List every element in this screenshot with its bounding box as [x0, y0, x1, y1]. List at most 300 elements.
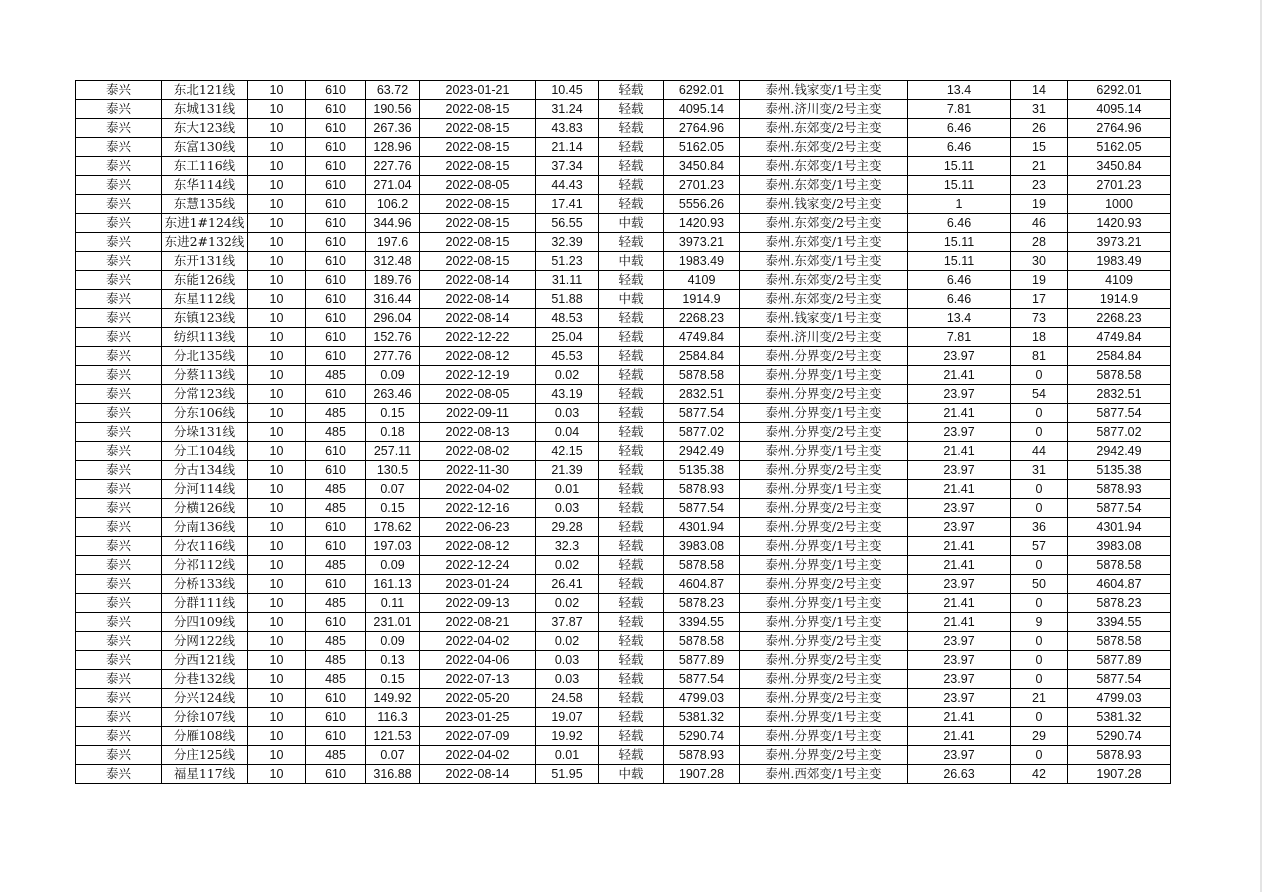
- cell-load: 312.48: [366, 252, 420, 271]
- cell-voltage: 10: [248, 328, 306, 347]
- table-row: [76, 157, 1171, 176]
- cell-count: 54: [1011, 385, 1068, 404]
- cell-count: 36: [1011, 518, 1068, 537]
- cell-transformer-margin: 6.46: [908, 271, 1011, 290]
- cell-load-status: 轻载: [599, 233, 664, 252]
- cell-transformer: 泰州.分界变/2号主变: [740, 651, 908, 670]
- cell-voltage: 10: [248, 100, 306, 119]
- cell-voltage: 10: [248, 119, 306, 138]
- data-table: [75, 80, 1171, 784]
- cell-district: 泰兴: [76, 138, 162, 157]
- cell-count: 18: [1011, 328, 1068, 347]
- cell-load-rate: 0.03: [536, 651, 599, 670]
- cell-load: 231.01: [366, 613, 420, 632]
- cell-date: 2022-08-12: [420, 347, 536, 366]
- cell-transformer-margin: 7.81: [908, 100, 1011, 119]
- cell-line-name: 东能126线: [162, 271, 248, 290]
- table-row: [76, 195, 1171, 214]
- cell-load: 0.09: [366, 632, 420, 651]
- cell-line-name: 分四109线: [162, 613, 248, 632]
- cell-line-name: 东星112线: [162, 290, 248, 309]
- table-row: [76, 708, 1171, 727]
- table-body: [76, 81, 1171, 784]
- cell-load: 257.11: [366, 442, 420, 461]
- cell-load-status: 轻载: [599, 157, 664, 176]
- cell-open-capacity: 5877.54: [1068, 499, 1171, 518]
- table-row: [76, 518, 1171, 537]
- cell-open-capacity: 5135.38: [1068, 461, 1171, 480]
- cell-transformer: 泰州.分界变/1号主变: [740, 556, 908, 575]
- cell-load-status: 轻载: [599, 366, 664, 385]
- cell-voltage: 10: [248, 81, 306, 100]
- cell-line-name: 分兴124线: [162, 689, 248, 708]
- cell-open-capacity: 2268.23: [1068, 309, 1171, 328]
- cell-district: 泰兴: [76, 157, 162, 176]
- cell-count: 15: [1011, 138, 1068, 157]
- cell-load: 0.09: [366, 556, 420, 575]
- cell-transformer: 泰州.分界变/2号主变: [740, 385, 908, 404]
- cell-available-capacity: 2942.49: [664, 442, 740, 461]
- cell-load-rate: 0.02: [536, 366, 599, 385]
- cell-district: 泰兴: [76, 214, 162, 233]
- cell-available-capacity: 4109: [664, 271, 740, 290]
- cell-load-status: 轻载: [599, 575, 664, 594]
- cell-transformer-margin: 15.11: [908, 176, 1011, 195]
- cell-voltage: 10: [248, 670, 306, 689]
- cell-date: 2022-12-16: [420, 499, 536, 518]
- cell-load: 197.03: [366, 537, 420, 556]
- cell-open-capacity: 2942.49: [1068, 442, 1171, 461]
- cell-count: 19: [1011, 195, 1068, 214]
- cell-transformer: 泰州.东郊变/2号主变: [740, 119, 908, 138]
- cell-transformer: 泰州.分界变/2号主变: [740, 575, 908, 594]
- cell-load-rate: 17.41: [536, 195, 599, 214]
- cell-date: 2022-08-05: [420, 385, 536, 404]
- cell-open-capacity: 3394.55: [1068, 613, 1171, 632]
- cell-district: 泰兴: [76, 518, 162, 537]
- cell-line-name: 分祁112线: [162, 556, 248, 575]
- cell-capacity: 610: [306, 138, 366, 157]
- cell-transformer-margin: 21.41: [908, 727, 1011, 746]
- cell-open-capacity: 5877.02: [1068, 423, 1171, 442]
- cell-available-capacity: 1420.93: [664, 214, 740, 233]
- cell-load-rate: 0.02: [536, 556, 599, 575]
- cell-load: 197.6: [366, 233, 420, 252]
- cell-count: 30: [1011, 252, 1068, 271]
- table-row: [76, 347, 1171, 366]
- cell-district: 泰兴: [76, 708, 162, 727]
- cell-capacity: 485: [306, 366, 366, 385]
- cell-district: 泰兴: [76, 442, 162, 461]
- cell-open-capacity: 5877.89: [1068, 651, 1171, 670]
- cell-transformer-margin: 21.41: [908, 404, 1011, 423]
- cell-transformer-margin: 23.97: [908, 347, 1011, 366]
- cell-load-status: 轻载: [599, 81, 664, 100]
- table-row: [76, 594, 1171, 613]
- cell-voltage: 10: [248, 347, 306, 366]
- cell-date: 2022-08-21: [420, 613, 536, 632]
- cell-date: 2022-08-14: [420, 309, 536, 328]
- cell-capacity: 610: [306, 252, 366, 271]
- cell-count: 0: [1011, 708, 1068, 727]
- cell-district: 泰兴: [76, 423, 162, 442]
- cell-count: 0: [1011, 556, 1068, 575]
- cell-load-rate: 51.95: [536, 765, 599, 784]
- cell-load-status: 轻载: [599, 461, 664, 480]
- cell-voltage: 10: [248, 518, 306, 537]
- cell-count: 0: [1011, 480, 1068, 499]
- table-row: [76, 81, 1171, 100]
- cell-voltage: 10: [248, 290, 306, 309]
- cell-capacity: 610: [306, 233, 366, 252]
- cell-count: 42: [1011, 765, 1068, 784]
- cell-capacity: 610: [306, 385, 366, 404]
- cell-transformer: 泰州.分界变/1号主变: [740, 708, 908, 727]
- cell-available-capacity: 5877.54: [664, 670, 740, 689]
- cell-transformer: 泰州.东郊变/1号主变: [740, 233, 908, 252]
- cell-line-name: 东慧135线: [162, 195, 248, 214]
- cell-open-capacity: 2764.96: [1068, 119, 1171, 138]
- cell-load-rate: 45.53: [536, 347, 599, 366]
- cell-load-rate: 0.03: [536, 670, 599, 689]
- cell-load: 271.04: [366, 176, 420, 195]
- cell-load-rate: 0.01: [536, 746, 599, 765]
- cell-transformer: 泰州.钱家变/1号主变: [740, 81, 908, 100]
- cell-count: 44: [1011, 442, 1068, 461]
- cell-line-name: 分常123线: [162, 385, 248, 404]
- cell-transformer-margin: 23.97: [908, 746, 1011, 765]
- cell-date: 2022-04-02: [420, 746, 536, 765]
- cell-available-capacity: 5878.58: [664, 556, 740, 575]
- cell-open-capacity: 5290.74: [1068, 727, 1171, 746]
- table-row: [76, 385, 1171, 404]
- cell-capacity: 610: [306, 613, 366, 632]
- cell-open-capacity: 5878.58: [1068, 556, 1171, 575]
- cell-open-capacity: 5877.54: [1068, 670, 1171, 689]
- cell-line-name: 分南136线: [162, 518, 248, 537]
- cell-count: 0: [1011, 651, 1068, 670]
- cell-load: 263.46: [366, 385, 420, 404]
- table-row: [76, 119, 1171, 138]
- cell-load-status: 轻载: [599, 119, 664, 138]
- cell-transformer: 泰州.东郊变/1号主变: [740, 252, 908, 271]
- cell-open-capacity: 4109: [1068, 271, 1171, 290]
- table-row: [76, 138, 1171, 157]
- table-row: [76, 537, 1171, 556]
- cell-transformer: 泰州.钱家变/2号主变: [740, 195, 908, 214]
- cell-count: 29: [1011, 727, 1068, 746]
- cell-open-capacity: 5878.93: [1068, 746, 1171, 765]
- cell-date: 2022-06-23: [420, 518, 536, 537]
- cell-line-name: 分垛131线: [162, 423, 248, 442]
- cell-load-rate: 26.41: [536, 575, 599, 594]
- cell-capacity: 485: [306, 423, 366, 442]
- cell-load-rate: 37.87: [536, 613, 599, 632]
- cell-load-rate: 0.02: [536, 632, 599, 651]
- cell-capacity: 610: [306, 689, 366, 708]
- cell-load-rate: 56.55: [536, 214, 599, 233]
- cell-date: 2023-01-25: [420, 708, 536, 727]
- cell-open-capacity: 3983.08: [1068, 537, 1171, 556]
- cell-available-capacity: 5878.58: [664, 632, 740, 651]
- cell-capacity: 610: [306, 537, 366, 556]
- cell-district: 泰兴: [76, 385, 162, 404]
- cell-transformer-margin: 23.97: [908, 689, 1011, 708]
- cell-count: 0: [1011, 594, 1068, 613]
- cell-line-name: 分巷132线: [162, 670, 248, 689]
- cell-district: 泰兴: [76, 176, 162, 195]
- cell-voltage: 10: [248, 537, 306, 556]
- cell-transformer-margin: 15.11: [908, 157, 1011, 176]
- cell-available-capacity: 5878.93: [664, 746, 740, 765]
- cell-voltage: 10: [248, 499, 306, 518]
- cell-transformer-margin: 21.41: [908, 537, 1011, 556]
- cell-transformer: 泰州.分界变/2号主变: [740, 499, 908, 518]
- cell-line-name: 东开131线: [162, 252, 248, 271]
- cell-transformer-margin: 23.97: [908, 670, 1011, 689]
- cell-count: 0: [1011, 632, 1068, 651]
- cell-load-rate: 21.14: [536, 138, 599, 157]
- cell-load: 161.13: [366, 575, 420, 594]
- cell-voltage: 10: [248, 594, 306, 613]
- cell-load-rate: 10.45: [536, 81, 599, 100]
- cell-date: 2022-08-15: [420, 233, 536, 252]
- cell-line-name: 分北135线: [162, 347, 248, 366]
- cell-transformer: 泰州.东郊变/2号主变: [740, 290, 908, 309]
- cell-load-rate: 48.53: [536, 309, 599, 328]
- cell-voltage: 10: [248, 746, 306, 765]
- cell-available-capacity: 5556.26: [664, 195, 740, 214]
- cell-load: 190.56: [366, 100, 420, 119]
- cell-date: 2023-01-21: [420, 81, 536, 100]
- cell-district: 泰兴: [76, 670, 162, 689]
- cell-count: 14: [1011, 81, 1068, 100]
- cell-open-capacity: 1420.93: [1068, 214, 1171, 233]
- cell-available-capacity: 4301.94: [664, 518, 740, 537]
- cell-district: 泰兴: [76, 689, 162, 708]
- cell-capacity: 485: [306, 480, 366, 499]
- cell-load-rate: 42.15: [536, 442, 599, 461]
- cell-capacity: 610: [306, 727, 366, 746]
- cell-load: 316.88: [366, 765, 420, 784]
- cell-count: 0: [1011, 404, 1068, 423]
- cell-count: 26: [1011, 119, 1068, 138]
- cell-transformer-margin: 21.41: [908, 442, 1011, 461]
- cell-district: 泰兴: [76, 404, 162, 423]
- cell-load-status: 轻载: [599, 176, 664, 195]
- cell-transformer: 泰州.东郊变/1号主变: [740, 157, 908, 176]
- cell-available-capacity: 4095.14: [664, 100, 740, 119]
- cell-load-status: 轻载: [599, 708, 664, 727]
- cell-load-rate: 32.39: [536, 233, 599, 252]
- cell-transformer-margin: 26.63: [908, 765, 1011, 784]
- cell-date: 2022-09-11: [420, 404, 536, 423]
- cell-available-capacity: 4604.87: [664, 575, 740, 594]
- cell-transformer-margin: 1: [908, 195, 1011, 214]
- cell-open-capacity: 3450.84: [1068, 157, 1171, 176]
- cell-load: 0.11: [366, 594, 420, 613]
- cell-voltage: 10: [248, 138, 306, 157]
- cell-voltage: 10: [248, 252, 306, 271]
- table-row: [76, 423, 1171, 442]
- cell-voltage: 10: [248, 651, 306, 670]
- cell-open-capacity: 5878.23: [1068, 594, 1171, 613]
- cell-transformer-margin: 15.11: [908, 233, 1011, 252]
- cell-district: 泰兴: [76, 727, 162, 746]
- cell-transformer-margin: 23.97: [908, 575, 1011, 594]
- cell-voltage: 10: [248, 727, 306, 746]
- cell-open-capacity: 5877.54: [1068, 404, 1171, 423]
- cell-load: 116.3: [366, 708, 420, 727]
- cell-open-capacity: 5162.05: [1068, 138, 1171, 157]
- cell-count: 21: [1011, 689, 1068, 708]
- cell-voltage: 10: [248, 233, 306, 252]
- cell-load: 0.18: [366, 423, 420, 442]
- cell-load-rate: 32.3: [536, 537, 599, 556]
- cell-load-rate: 25.04: [536, 328, 599, 347]
- cell-district: 泰兴: [76, 81, 162, 100]
- cell-available-capacity: 3450.84: [664, 157, 740, 176]
- cell-district: 泰兴: [76, 594, 162, 613]
- cell-district: 泰兴: [76, 746, 162, 765]
- cell-count: 50: [1011, 575, 1068, 594]
- cell-load: 106.2: [366, 195, 420, 214]
- cell-capacity: 610: [306, 461, 366, 480]
- cell-open-capacity: 4095.14: [1068, 100, 1171, 119]
- cell-load: 267.36: [366, 119, 420, 138]
- cell-line-name: 分工104线: [162, 442, 248, 461]
- cell-transformer-margin: 23.97: [908, 632, 1011, 651]
- table-row: [76, 727, 1171, 746]
- cell-load-status: 中载: [599, 214, 664, 233]
- cell-load: 149.92: [366, 689, 420, 708]
- table-row: [76, 176, 1171, 195]
- cell-available-capacity: 5877.54: [664, 499, 740, 518]
- cell-count: 0: [1011, 423, 1068, 442]
- cell-load: 0.15: [366, 670, 420, 689]
- cell-voltage: 10: [248, 195, 306, 214]
- cell-transformer: 泰州.分界变/2号主变: [740, 632, 908, 651]
- table-row: [76, 499, 1171, 518]
- cell-available-capacity: 2764.96: [664, 119, 740, 138]
- cell-date: 2022-11-30: [420, 461, 536, 480]
- cell-capacity: 485: [306, 632, 366, 651]
- cell-count: 17: [1011, 290, 1068, 309]
- cell-load-status: 轻载: [599, 537, 664, 556]
- cell-count: 21: [1011, 157, 1068, 176]
- cell-transformer-margin: 6.46: [908, 290, 1011, 309]
- cell-line-name: 分桥133线: [162, 575, 248, 594]
- cell-date: 2022-12-19: [420, 366, 536, 385]
- cell-capacity: 610: [306, 271, 366, 290]
- cell-load: 316.44: [366, 290, 420, 309]
- cell-transformer-margin: 23.97: [908, 423, 1011, 442]
- cell-voltage: 10: [248, 689, 306, 708]
- cell-load-status: 轻载: [599, 689, 664, 708]
- cell-district: 泰兴: [76, 252, 162, 271]
- cell-voltage: 10: [248, 423, 306, 442]
- cell-load-rate: 31.24: [536, 100, 599, 119]
- cell-open-capacity: 1000: [1068, 195, 1171, 214]
- table-row: [76, 252, 1171, 271]
- cell-date: 2022-08-02: [420, 442, 536, 461]
- cell-transformer-margin: 23.97: [908, 461, 1011, 480]
- cell-transformer: 泰州.济川变/2号主变: [740, 328, 908, 347]
- cell-load-rate: 51.88: [536, 290, 599, 309]
- table-row: [76, 480, 1171, 499]
- cell-date: 2022-08-15: [420, 252, 536, 271]
- cell-transformer: 泰州.分界变/1号主变: [740, 366, 908, 385]
- cell-voltage: 10: [248, 385, 306, 404]
- cell-available-capacity: 5290.74: [664, 727, 740, 746]
- cell-date: 2022-08-15: [420, 195, 536, 214]
- cell-line-name: 分东106线: [162, 404, 248, 423]
- cell-load-status: 中载: [599, 290, 664, 309]
- cell-line-name: 东城131线: [162, 100, 248, 119]
- cell-voltage: 10: [248, 632, 306, 651]
- cell-load: 130.5: [366, 461, 420, 480]
- cell-load-status: 轻载: [599, 518, 664, 537]
- cell-transformer: 泰州.分界变/1号主变: [740, 442, 908, 461]
- cell-district: 泰兴: [76, 347, 162, 366]
- cell-district: 泰兴: [76, 499, 162, 518]
- cell-available-capacity: 2832.51: [664, 385, 740, 404]
- cell-load-status: 轻载: [599, 138, 664, 157]
- cell-date: 2022-08-05: [420, 176, 536, 195]
- cell-load-rate: 51.23: [536, 252, 599, 271]
- cell-open-capacity: 2701.23: [1068, 176, 1171, 195]
- cell-load-status: 轻载: [599, 480, 664, 499]
- cell-transformer-margin: 23.97: [908, 518, 1011, 537]
- cell-district: 泰兴: [76, 290, 162, 309]
- cell-load-rate: 37.34: [536, 157, 599, 176]
- table-row: [76, 100, 1171, 119]
- cell-transformer: 泰州.分界变/1号主变: [740, 480, 908, 499]
- cell-available-capacity: 2268.23: [664, 309, 740, 328]
- table-row: [76, 328, 1171, 347]
- cell-available-capacity: 5877.89: [664, 651, 740, 670]
- cell-load-status: 轻载: [599, 423, 664, 442]
- cell-line-name: 分网122线: [162, 632, 248, 651]
- cell-transformer-margin: 15.11: [908, 252, 1011, 271]
- cell-open-capacity: 1907.28: [1068, 765, 1171, 784]
- cell-load: 227.76: [366, 157, 420, 176]
- cell-line-name: 东华114线: [162, 176, 248, 195]
- cell-transformer-margin: 6.46: [908, 138, 1011, 157]
- cell-date: 2022-08-12: [420, 537, 536, 556]
- table-row: [76, 404, 1171, 423]
- cell-voltage: 10: [248, 366, 306, 385]
- cell-load-status: 轻载: [599, 746, 664, 765]
- cell-transformer: 泰州.分界变/2号主变: [740, 423, 908, 442]
- cell-load-rate: 43.19: [536, 385, 599, 404]
- cell-load: 189.76: [366, 271, 420, 290]
- cell-open-capacity: 4799.03: [1068, 689, 1171, 708]
- cell-count: 19: [1011, 271, 1068, 290]
- cell-transformer: 泰州.济川变/2号主变: [740, 100, 908, 119]
- cell-capacity: 610: [306, 195, 366, 214]
- table-row: [76, 765, 1171, 784]
- cell-line-name: 分河114线: [162, 480, 248, 499]
- cell-capacity: 610: [306, 518, 366, 537]
- cell-load-rate: 21.39: [536, 461, 599, 480]
- cell-load-status: 轻载: [599, 632, 664, 651]
- cell-load-rate: 44.43: [536, 176, 599, 195]
- cell-open-capacity: 5381.32: [1068, 708, 1171, 727]
- cell-line-name: 分西121线: [162, 651, 248, 670]
- table-row: [76, 214, 1171, 233]
- cell-transformer: 泰州.钱家变/1号主变: [740, 309, 908, 328]
